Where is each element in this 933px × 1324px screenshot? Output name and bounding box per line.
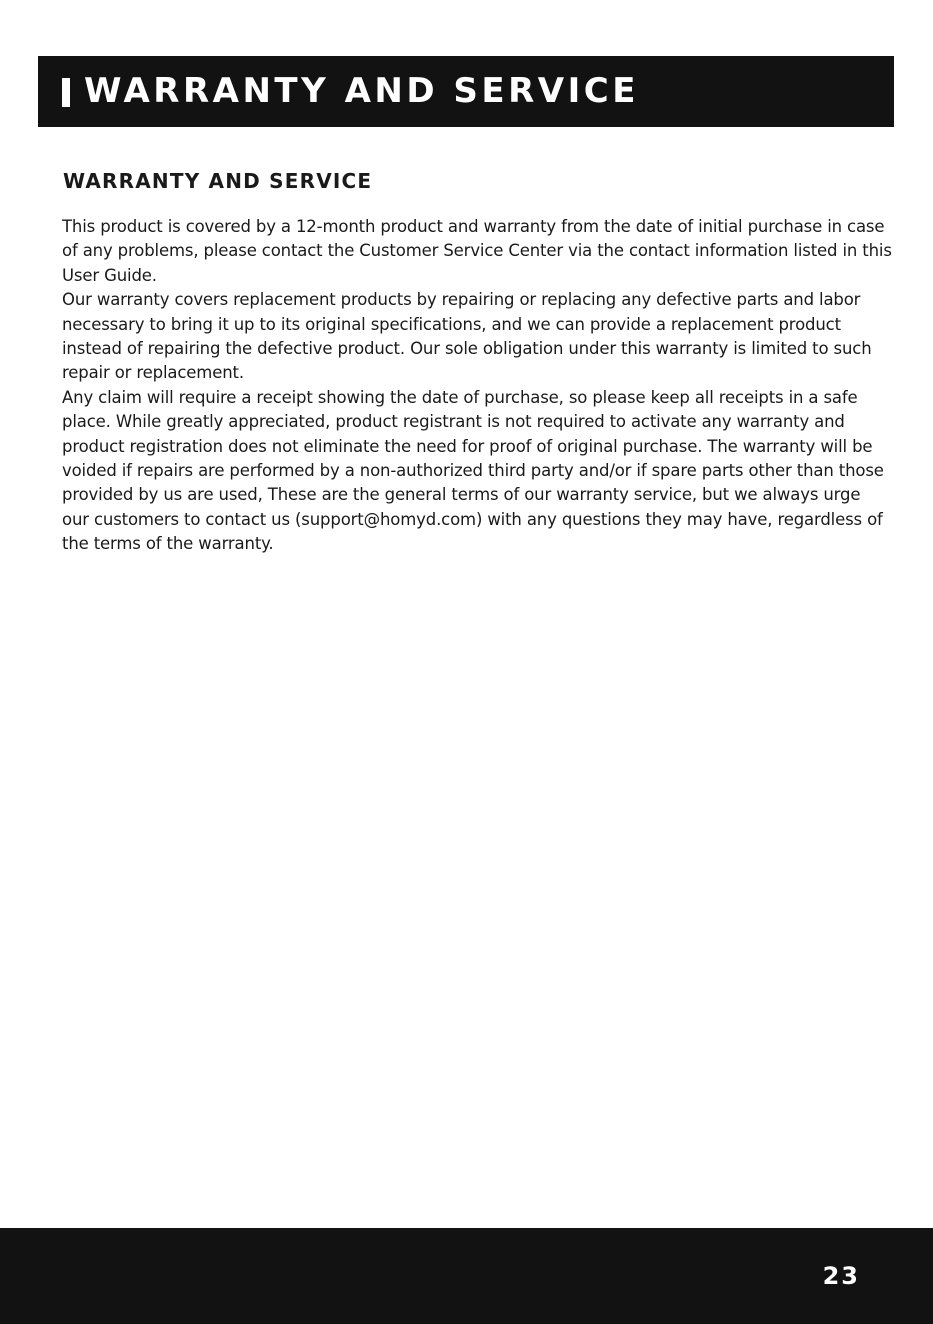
paragraph-claim-requirements: Any claim will require a receipt showing the date of purchase, so please keep all receipts in a safe place. While greatly appreciated, product registrant is not required to activate any warranty and product registration does not eliminate the need for proof of original purchase. The warranty will be voided if repairs are performed by a non-authorized third party and/or if spare parts other than those provided by us are used, These are the general terms of our warranty service, but we always urge our customers to contact us (support@homyd.com) with any questions they may have, regardless of the terms of the warranty.	[62, 387, 884, 554]
section-title: WARRANTY AND SERVICE	[63, 169, 373, 193]
page-number: 23	[822, 1262, 860, 1290]
header-banner	[38, 56, 894, 127]
page-title: WARRANTY AND SERVICE	[84, 71, 639, 111]
header-accent-bar	[62, 78, 70, 107]
footer-bar	[0, 1228, 933, 1324]
paragraph-warranty-terms: Our warranty covers replacement products by repairing or replacing any defective parts and labor necessary to bring it up to its original specifications, and we can provide a replacement product instead of repairing the defective product. Our sole obligation under this warranty is limited to such repair or replacement.	[62, 290, 872, 383]
section-body	[62, 215, 892, 557]
paragraph-warranty-coverage: This product is covered by a 12-month product and warranty from the date of initial purchase in case of any problems, please contact the Customer Service Center via the contact information listed in this User Guide.	[62, 217, 892, 285]
